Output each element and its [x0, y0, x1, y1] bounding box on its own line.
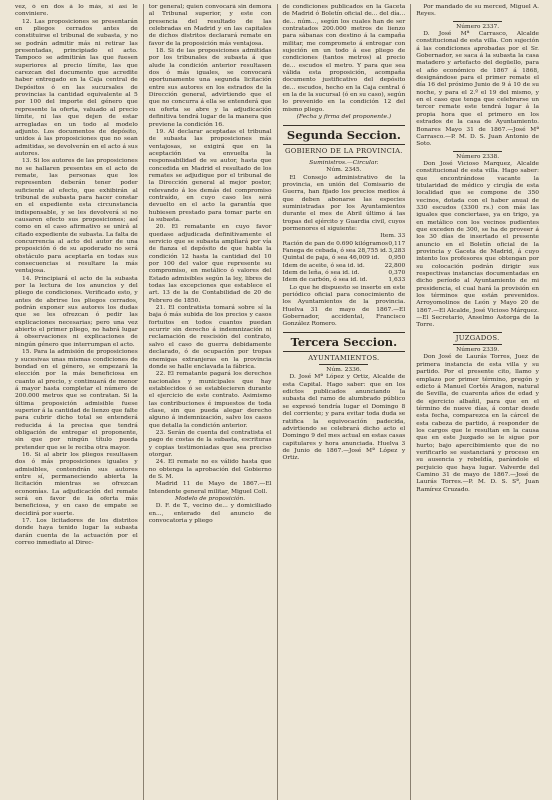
item-number: Número 2339.: [456, 347, 500, 354]
paragraph: vez, ó en dos á lo más, si así le conviniere.: [15, 4, 138, 18]
circular-title: Suministros.—Circular.: [309, 159, 379, 166]
price-value: 3,283: [388, 247, 406, 254]
item-number: Núm. 2336.: [326, 367, 362, 374]
paragraph: tor general; quien convocará sin demora al Tribunal superior, y este con presencia del resultado de las celebradas en Madrid y en las capitales de dichos distritos declarará remate en favor de la proposición más ventajosa.: [148, 4, 272, 47]
price-row: [283, 255, 406, 262]
paragraph: 21. El contratista tomará sobre sí la baja ó más subida de los precios y casos fortuitos en todos cuantos puedan ocurrir sin derecho á indemnización ni reclamación de rescisión del contrato, salvo el caso de guerra debidamente declarado, ó de ocupación por tropas enemigas extranjeras en la provincia donde se halle enclavada la fábrica.: [148, 305, 272, 370]
price-row: [283, 241, 406, 248]
paragraph: 19. Al declarar aceptadas el tribunal de subasta las proposiciones más ventajosas, se exigirá que en la aceptación va envuelta la responsabilidad de su autor, hasta que concedida en Madrid el resultado de los remates se adjudique por el tribunal de la Dirección general al mejor postor, relevando á los demás del compromiso contraído, en cuyo caso les será devuelto en el acto la garantía que hubiesen prestado para tomar parte en la subasta.: [148, 128, 272, 223]
paragraph: 17. Los licitadores de los distritos donde haya tenido lugar la subasta darán cuenta de la actuación por el correo inmediato al Direc-: [15, 518, 138, 547]
price-value: 0,117: [388, 240, 406, 247]
paragraph: 23. Serán de cuenta del contratista el pago de costas de la subasta, escrituras y copias testimoniadas que sea preciso otorgar.: [148, 429, 272, 458]
price-list: [283, 241, 406, 285]
paragraph: 16. Si al abrir los pliegos resultasen dos ó más proposiciones iguales y admisibles, contendrán sus autores entre sí, permaneciendo abierta la licitación mientras se ofrezcan economías. La adjudicación del remate será en favor de la oferta más beneficiosa, y en caso de empate se decidirá por suerte.: [15, 451, 138, 517]
paragraph: 20. El rematante en cuyo favor quedase adjudicada definitivamente el servicio que se subasta ampliará por vía de fianza el depósito de que habla la condición 12 hasta la cantidad del 10 por 100 del valor que represente su compromiso, en metálico ó valores del Estado admisibles según la ley, libres de todas las excepciones que establece el art. 13 de la de Contabilidad de 20 de Febrero de 1850.: [148, 224, 272, 304]
paragraph: Por mandado de su merced, Miguel A. Reyes.: [416, 4, 539, 18]
item-number: Núm. 2345.: [326, 167, 362, 174]
subsection-heading: GOBIERNO DE LA PROVINCIA.: [285, 146, 403, 155]
item-number: Número 2337.: [456, 23, 500, 30]
column-3: [277, 4, 411, 800]
price-value: 0,950: [388, 255, 406, 262]
paragraph: de condiciones publicados en la Gaceta de Madrid ó Boletín oficial de... del día... de... núm..., según los cuales han de ser contratados 200.000 metros de lienzo para sábanas con destino á la campaña militar, me comprometo á entregar con sujeción en un todo á ese pliego de condiciones (tantos metros) al precio de... escudos el metro. Y para que sea válida esta proposición, acompaña documento justificativo del depósito de... escudos, hecho en la Caja central ó en la de la sucursal (ó en su caso), según lo prevenido en la condición 12 del mismo pliego.: [282, 4, 406, 113]
reference: Item. 33: [380, 233, 406, 240]
paragraph: D. José Mª Carrasco, Alcalde constitucional de esta villa. Con sujeción á las condiciones aprobadas por el Sr. Gobernador, se saca á la subasta la casa matadero y artefacto del degüello, para el año económico de 1867 á 1868, designándose para el primer remate el día 16 del próximo Junio de 9 á 10 de su noche, y para el 2.º el 19 del mismo, y en el caso que tenga que celebrarse un tercer remate este tendrá lugar á la propia hora que el primero en los estrados de la casa de Ayuntamiento. Bonares Mayo 31 de 1867.—José Mª Carrasco.—P. M. D. S. Juan Antonio de Soto.: [416, 31, 539, 148]
price-item: Quintal de paja, ó sea 46,009 id.: [282, 255, 380, 262]
paragraph: 12. Las proposiciones se presentarán en pliegos cerrados antes de constituirse el tribunal de subasta, y no se podrán admitir más ni retirar las presentadas, principiado el acto. Tampoco se admitirán las que fuesen superiores al precio límite, las que carezcan del documento que acredite haber entregado en la Caja central de Depósitos ó en las sucursales de provincias la cantidad equivalente al 5 por 100 del importe del género que represente la oferta, valuado al precio límite, ni las que dejen de estar arregladas en un todo al modelo adjunto. Los documentos de depósito, unidos á las proposiciones que no sean admitidas, se devolverán en el acto á sus autores.: [15, 18, 138, 157]
column-1: [10, 4, 143, 800]
paragraph: 22. El rematante pagará los derechos nacionales y municipales que hay establecidos ó se establecieren durante el ejercicio de este contrato. Asimismo las contribuciones é impuestos de toda clase, sin que pueda alegar derecho alguno á indemnización, salvo los casos que detalla la condición anterior.: [148, 371, 272, 429]
divider: [319, 157, 368, 158]
section-heading-2: Segunda Seccion.: [283, 125, 406, 145]
divider: [453, 151, 502, 152]
divider: [453, 344, 502, 345]
paragraph: D. José Mª López y Ortiz, Alcalde de esta Capital. Hago saber: que en los edictos publicados anunciando la subasta del ramo de alumbrado público se expresó tendría lugar el Domingo 8 del corriente; y para evitar toda duda se ratifica la equivocación padecida, advirtiendo se celebrará dicho acto el Domingo 9 del mes actual en estas casas capitulares y hora anunciada. Huelva 3 de Junio de 1867.—José Mª López y Ortiz.: [282, 374, 406, 462]
item-number: Número 2338.: [456, 153, 500, 160]
paragraph: El Consejo administrativo de la provincia, en unión del Comisario de Guerra, han fijado los precios medios á que deben abonarse las especies suministradas por los Ayuntamientos durante el mes de Abril último á las tropas del ejército y Guardia civil, cuyos pormenores el siguiente:: [282, 174, 406, 232]
price-item: Idem de leña, ó sea id. id.: [282, 270, 360, 276]
column-2: [143, 4, 277, 800]
paragraph: 24. El remate no es válido hasta que no obtenga la aprobación del Gobierno de S. M.: [148, 459, 272, 480]
paragraph: 18. Si de las proposiciones admitidas por los tribunales de subasta á que alude la condición anterior resultasen dos ó más iguales, se convocará oportunamente una segunda licitación entre sus autores en los estrados de la Dirección general, advirtiendo que el que no concurra á ella se entenderá que su oferta se abre y la adjudicación definitiva tendrá lugar de la manera que previene la condición 16.: [148, 48, 272, 128]
price-row: [283, 277, 406, 284]
paragraph: D. F. de T., vecino de... y domiciliado en..., enterado del anuncio de convocatoria y pliego: [148, 503, 272, 525]
paragraph: Don José de Laurás Torres, Juez de primera instancia de esta villa y su partido. Por el presente cito, llamo y emplazo por primer término, pregón y edicto á Manuel Cortés Aragon, natural de Sevilla, de cuarenta años de edad y de ejercicio albañil, para que en el término de nueve días, á contar desde esta fecha, comparezca en la cárcel de esta cabeza de partido, á responder de los cargos que le resultan en la causa que en este Juzgado se le sigue por hurto; bajo apercibimiento que de no verificarlo se sustanciará y proceso en su ausencia y rebeldía, parándole el perjuicio que haya lugar. Valverde del Camino 31 de mayo de 1867.—José de Laurás Torres.—P. M. D. S. Sª, Juan Ramírez Cruzado.: [416, 354, 539, 493]
model-title: Modelo de proposición.: [175, 496, 246, 503]
price-row: [283, 263, 406, 270]
price-item: Idem de aceite, ó sea id. id.: [282, 262, 365, 269]
signature-note: (Fecha y firma del proponente.): [296, 114, 392, 121]
price-item: Ración de pan de 0.690 kilógramos: [282, 240, 389, 247]
section-heading-3: Tercera Seccion.: [283, 332, 406, 352]
divider: [453, 332, 502, 333]
paragraph: 13. Si los autores de las proposiciones no se hallaren presentes en el acto de remate, las personas que los representen deberán tener poder suficiente al efecto, que exhibirán al tribunal de subasta para hacer constar en el expediente esta circunstancia indispensable, y se les devolverá si no causaren efecto sus proposiciones; así como en el caso afirmativo se unirá al citado expediente de subasta. La falta de concurrencia al acto del autor de una proposición ó de su apoderado no será obstáculo para aceptarla en todas sus consecuencias si resultare la más ventajosa.: [15, 158, 138, 275]
price-value: 1,633: [388, 277, 406, 284]
price-value: 22,800: [384, 262, 406, 269]
paragraph: Don José Vicioso Marquez, Alcalde constitucional de esta villa. Hago saber: que encontrándose vacante la titularidad de médico y cirujía de esta localidad que se compone de 350 vecinos, dotada con el haber anual de 330 escudos (3300 rs.) con más las iguales que conciertase, ya en trigo, ya en metálico con los vecinos pudientes que exceden de 300, se ha de proveer á los 30 días de insertado el presente anuncio en el Boletín oficial de la provincia y Gaceta de Madrid, á cuyo intento los profesores que obtengan por su colocación podrán dirigir sus respectivas instancias documentadas en dicho período al Ayuntamiento de mi presidencia, el cual hará la provisión en los términos que están prevenidos. Arroyomolinos de León y Mayo 20 de 1867.—El Alcalde, José Vicioso Márquez.—El Secretario, Anselmo Astorga de la Torre.: [416, 160, 539, 329]
subsection-heading: JUZGADOS.: [455, 333, 500, 342]
paragraph: Lo que he dispuesto se inserte en este periódico oficial para conocimiento de los Ayuntamientos de la provincia. Huelva 31 de mayo de 1867.—El Gobernador, accidental, Francisco González Romero.: [282, 284, 406, 328]
divider: [453, 21, 502, 22]
price-value: 0,370: [388, 270, 406, 276]
subsection-heading: AYUNTAMIENTOS.: [308, 353, 380, 362]
price-item: Idem de carbón, ó sea id. id.: [282, 277, 368, 284]
divider: [319, 364, 368, 365]
price-item: Fanega de cebada, ó sea 28,755 id.: [282, 247, 388, 254]
paragraph: 14. Principiará el acto de la subasta por la lectura de los anuncios y del pliego de condiciones. Verificado esto, y antes de abrirse los pliegos cerrados, podrán exponer sus autores los dudas que se les ofrezcan ó pedir las explicaciones necesarias; pero una vez abierto el primer pliego, no habrá lugar á observaciones ni explicaciones de ningún género que interrumpan el acto.: [15, 275, 138, 348]
paragraph: 15. Para la admisión de proposiciones y sucesivas unas mismas condiciones de bondad en el género, se empezará la elección por la más beneficiosa en cuanto al precio, y continuará de menor á mayor hasta completar el número de 200.000 metros que se contratan. Si la última proposición admisible fuese superior á la cantidad de lienzo que falte para cubrir dicho total se entenderá reducida á la precisa que tendrá obligación de entregar el proponente, sin que por ningún título pueda pretender que se le reciba otra mayor.: [15, 349, 138, 451]
paragraph: Madrid 11 de Mayo de 1867.—El Intendente general militar, Miguel Coll.: [148, 481, 272, 495]
column-4: [410, 4, 544, 800]
